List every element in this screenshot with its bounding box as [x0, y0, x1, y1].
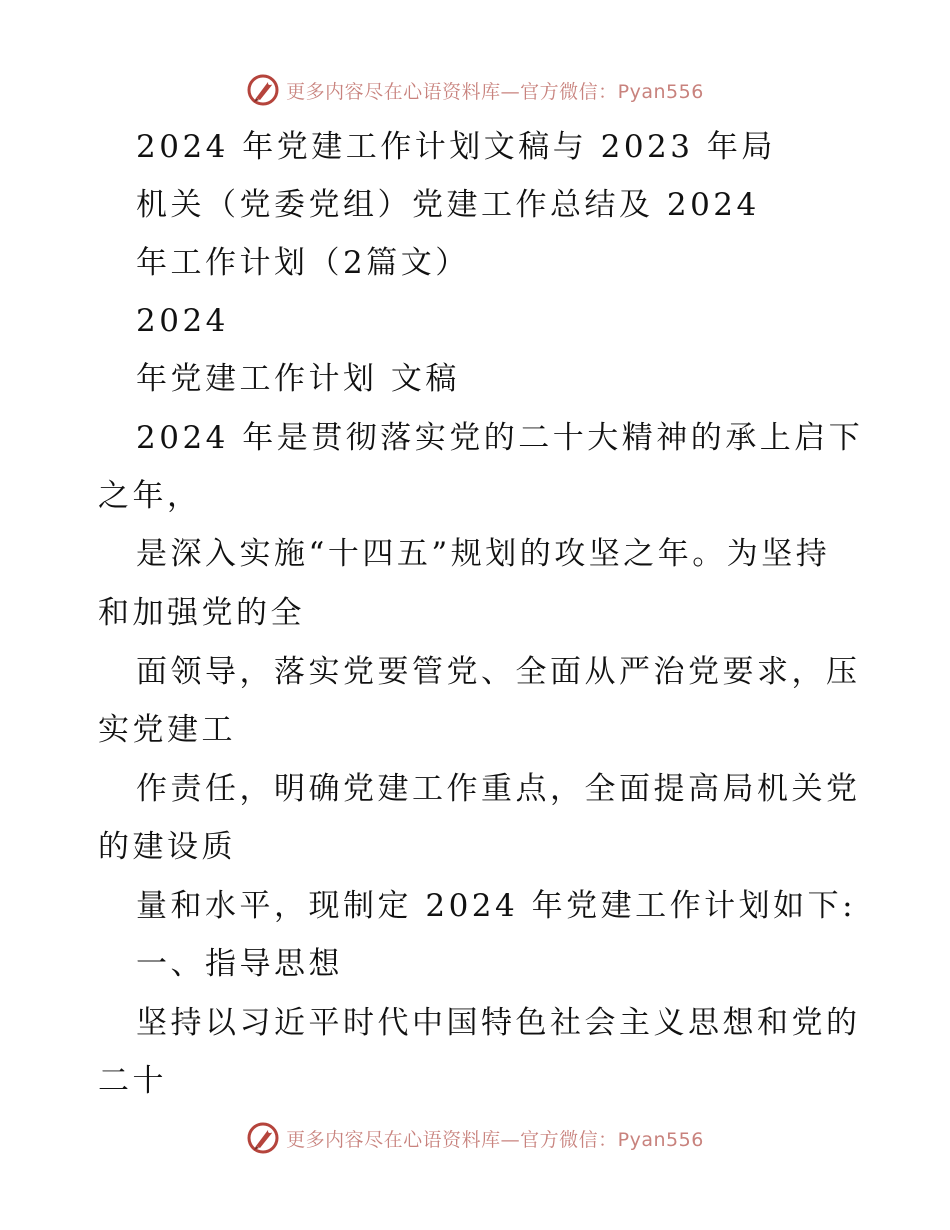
header-watermark [0, 70, 950, 110]
pen-logo-icon [246, 1121, 280, 1155]
paragraph-line: 作责任，明确党建工作重点，全面提高局机关党 [136, 771, 861, 807]
paragraph-line: 和加强党的全 [98, 595, 305, 631]
paragraph-line: 的建设质 [98, 829, 236, 865]
paragraph-line: 之年， [98, 478, 202, 514]
footer-watermark [0, 1118, 950, 1158]
title-line-2: 机关（党委党组）党建工作总结及 2024 [136, 187, 760, 223]
paragraph-line: 实党建工 [98, 712, 236, 748]
section-heading-year: 2024 [136, 303, 229, 339]
pen-logo-icon [246, 73, 280, 107]
subsection-heading: 一、指导思想 [136, 946, 343, 982]
section-heading-title: 年党建工作计划 文稿 [136, 361, 460, 397]
paragraph-line: 二十 [98, 1063, 167, 1099]
paragraph-line: 量和水平，现制定 2024 年党建工作计划如下: [136, 888, 857, 924]
paragraph-line: 坚持以习近平时代中国特色社会主义思想和党的 [136, 1005, 861, 1041]
paragraph-line: 是深入实施“十四五”规划的攻坚之年。为坚持 [136, 536, 831, 572]
watermark-text: 更多内容尽在心语资料库—官方微信：Pyan556 [286, 1128, 704, 1151]
paragraph-line: 面领导，落实党要管党、全面从严治党要求，压 [136, 654, 861, 690]
title-line-3: 年工作计划（2篇文） [136, 245, 470, 281]
paragraph-line: 2024 年是贯彻落实党的二十大精神的承上启下 [136, 420, 864, 456]
watermark-text: 更多内容尽在心语资料库—官方微信：Pyan556 [286, 80, 704, 103]
title-line-1: 2024 年党建工作计划文稿与 2023 年局 [136, 129, 776, 165]
